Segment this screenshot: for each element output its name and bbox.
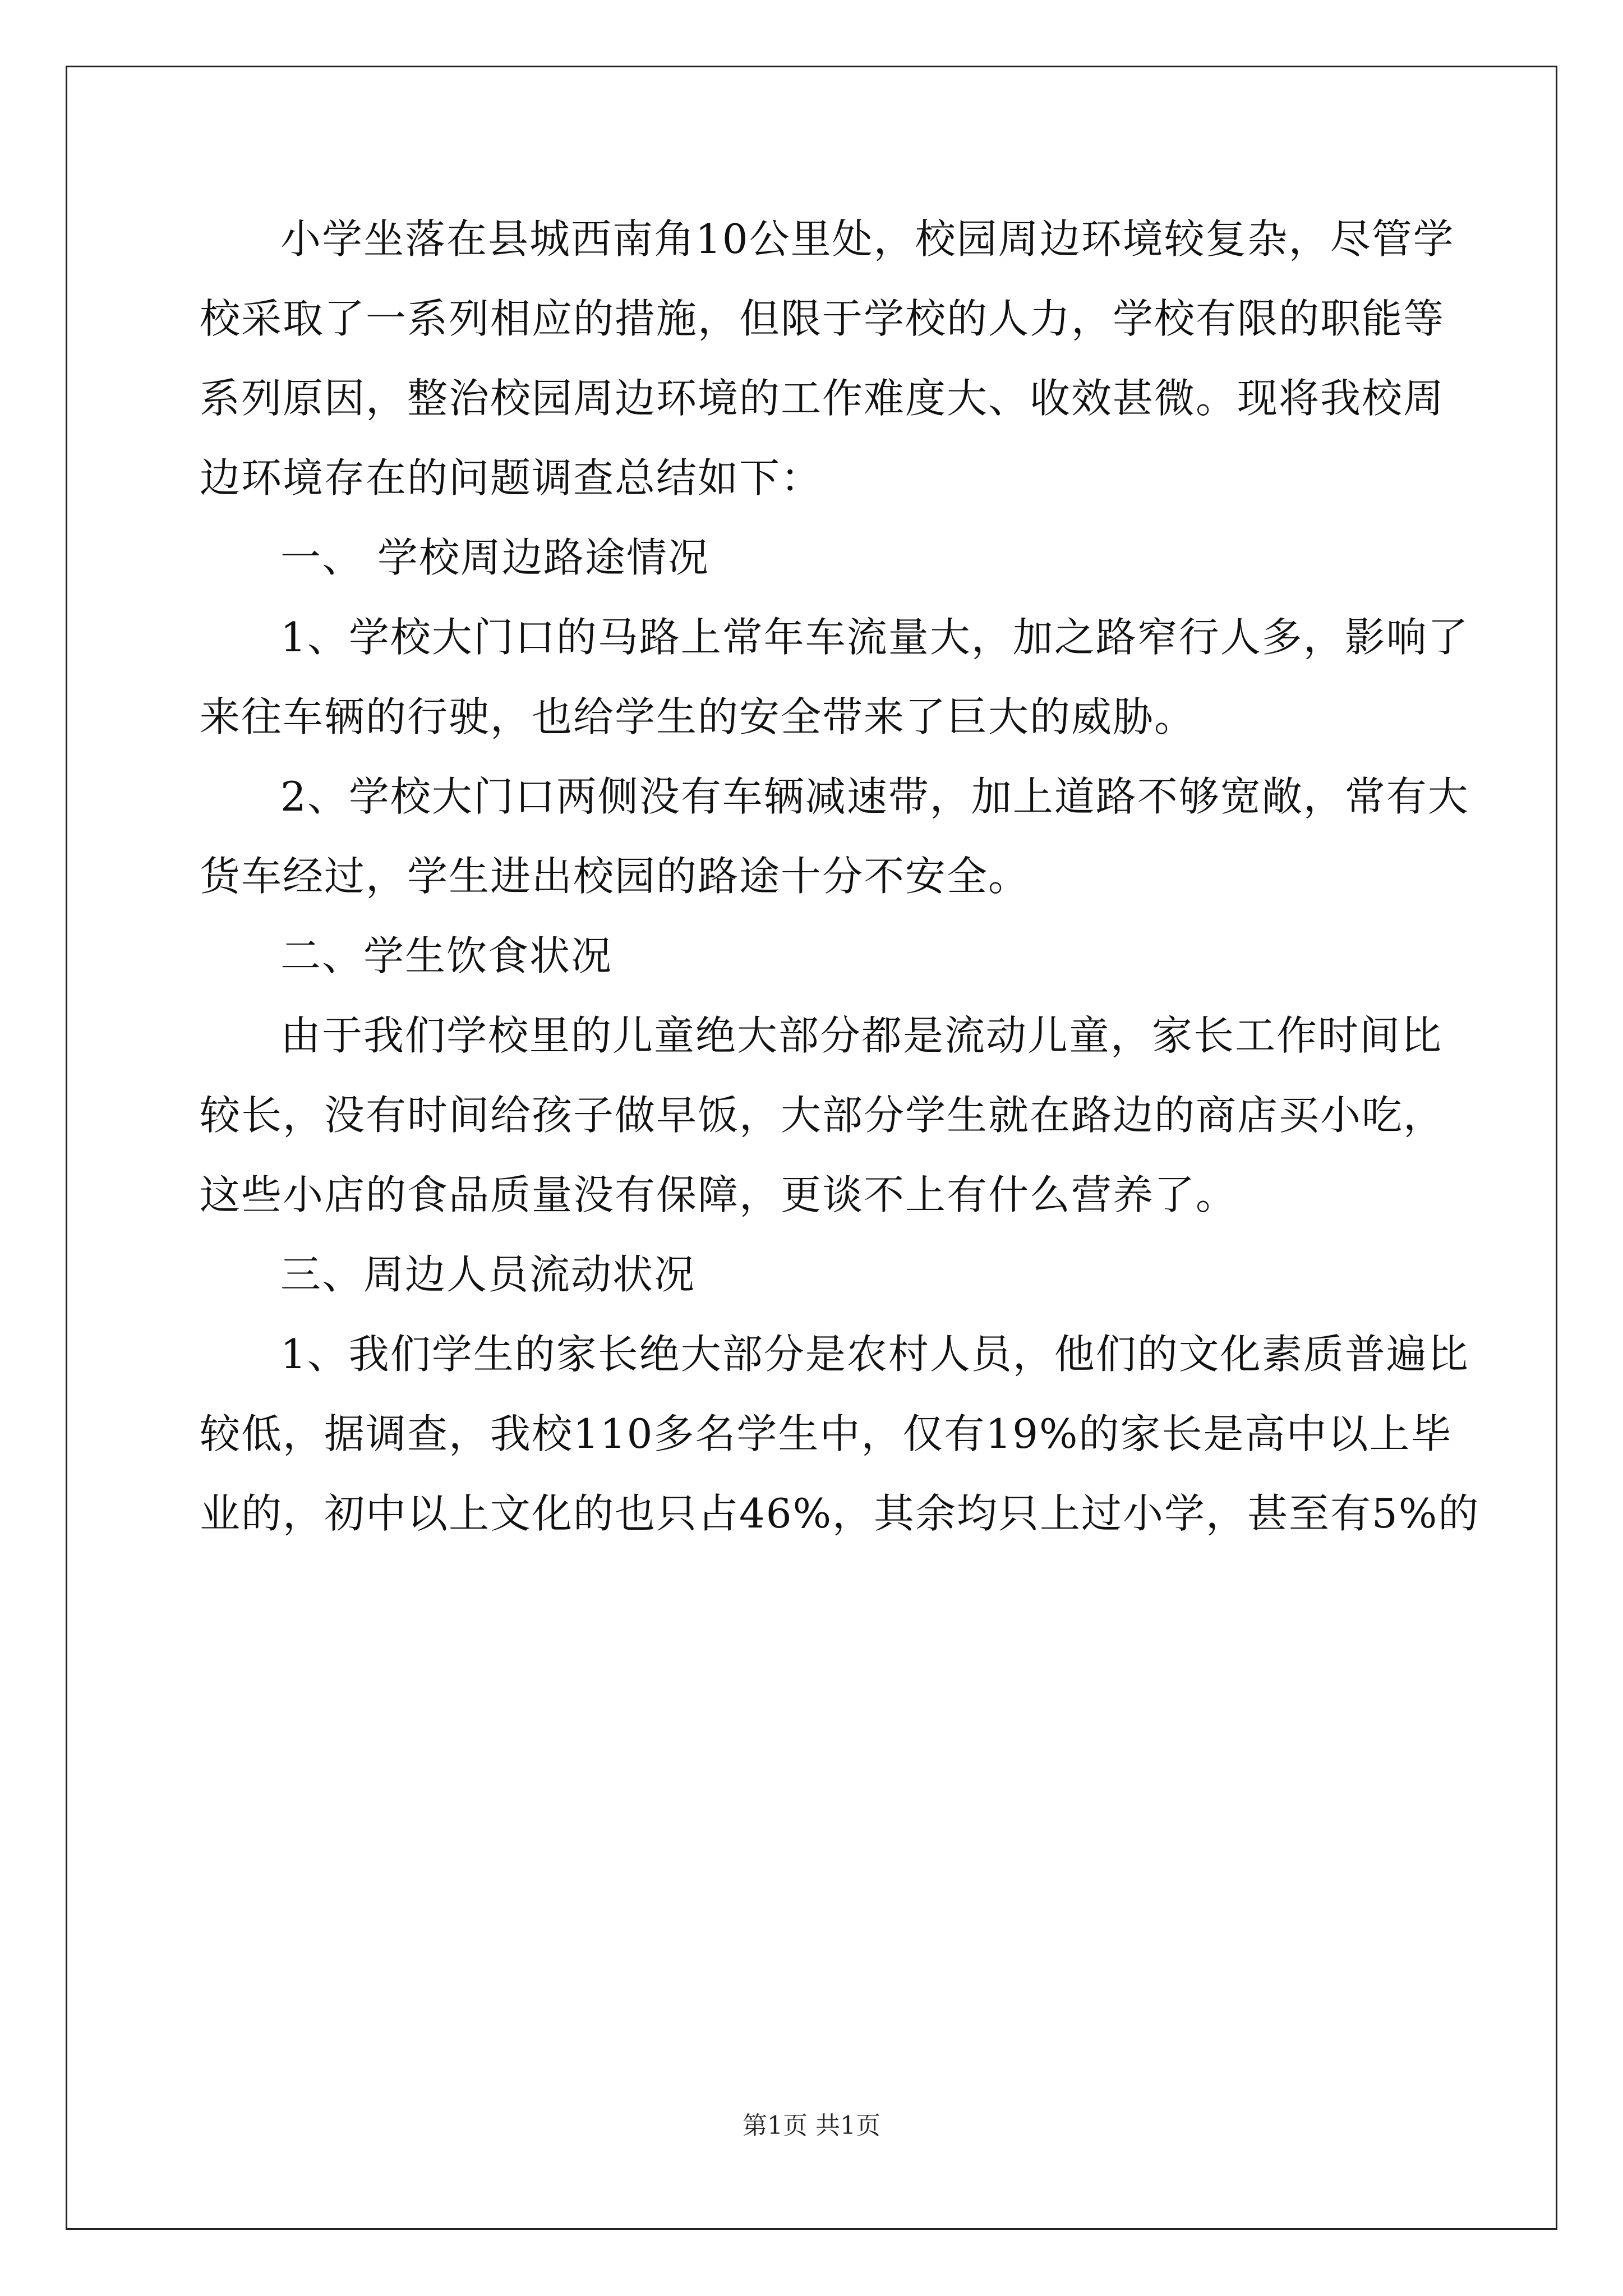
paragraph-line: 这些小店的食品质量没有保障，更谈不上有什么营养了。 bbox=[200, 1171, 1238, 1218]
section-heading: 二、学生饮食状况 bbox=[280, 932, 613, 979]
paragraph-line: 小学坐落在县城西南角10公里处，校园周边环境较复杂，尽管学 bbox=[280, 215, 1455, 263]
paragraph-line: 由于我们学校里的儿童绝大部分都是流动儿童，家长工作时间比 bbox=[280, 1012, 1443, 1059]
section-heading: 一、 学校周边路途情况 bbox=[280, 534, 709, 581]
paragraph-line: 校采取了一系列相应的措施，但限于学校的人力，学校有限的职能等 bbox=[200, 295, 1445, 342]
paragraph-line: 边环境存在的问题调查总结如下： bbox=[200, 454, 823, 501]
paragraph-line: 2、学校大门口两侧没有车辆减速带，加上道路不够宽敞，常有大 bbox=[280, 773, 1469, 820]
paragraph-line: 较低，据调查，我校110多名学生中，仅有19%的家长是高中以上毕 bbox=[200, 1410, 1453, 1457]
paragraph-line: 来往车辆的行驶，也给学生的安全带来了巨大的威胁。 bbox=[200, 693, 1196, 740]
paragraph-line: 系列原因，整治校园周边环境的工作难度大、收效甚微。现将我校周 bbox=[200, 375, 1445, 422]
section-heading: 三、周边人员流动状况 bbox=[280, 1251, 696, 1298]
paragraph-line: 货车经过，学生进出校园的路途十分不安全。 bbox=[200, 853, 1030, 900]
paragraph-line: 较长，没有时间给孩子做早饭，大部分学生就在路边的商店买小吃， bbox=[200, 1092, 1445, 1139]
paragraph-line: 1、学校大门口的马路上常年车流量大，加之路窄行人多，影响了 bbox=[280, 614, 1469, 661]
paragraph-line: 业的，初中以上文化的也只占46%，其余均只上过小学，甚至有5%的 bbox=[200, 1490, 1480, 1537]
page-footer: 第1页 共1页 bbox=[743, 2111, 880, 2140]
paragraph-line: 1、我们学生的家长绝大部分是农村人员，他们的文化素质普遍比 bbox=[280, 1331, 1469, 1378]
